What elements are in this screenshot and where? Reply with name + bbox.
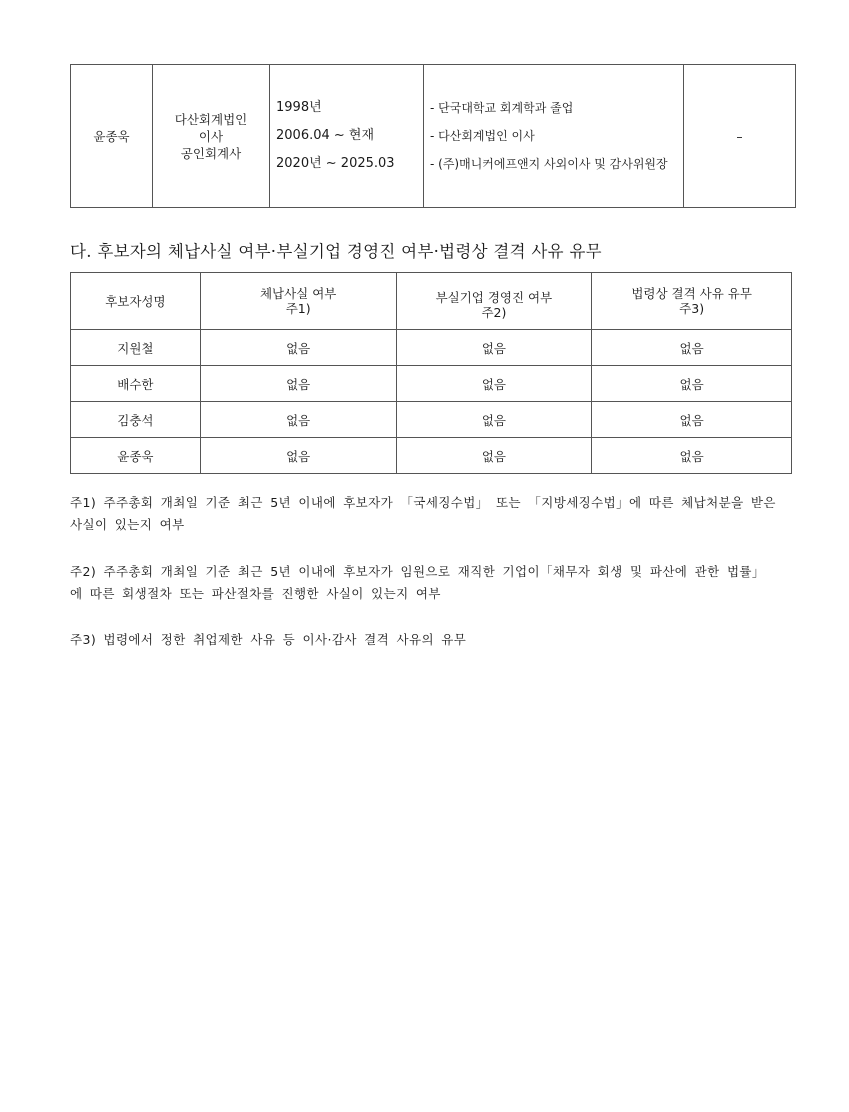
period-line: 1998년 — [276, 100, 322, 115]
table-cell: 없음 — [396, 402, 592, 438]
header-label: 후보자성명 — [105, 293, 166, 309]
column-header-legal-disqualification — [592, 273, 792, 330]
table-header-row — [71, 273, 792, 330]
table-row — [71, 330, 792, 366]
table-row — [71, 402, 792, 438]
period-cell — [270, 65, 424, 208]
header-footnote-ref: 주1) — [285, 301, 311, 316]
etc-cell: – — [684, 65, 796, 208]
period-line: 2006.04 ~ 현재 — [276, 128, 375, 143]
table-cell: 배수한 — [71, 366, 201, 402]
table-cell: 없음 — [396, 438, 592, 474]
table-cell: 없음 — [200, 402, 396, 438]
table-cell: 없음 — [200, 366, 396, 402]
table-cell: 없음 — [592, 330, 792, 366]
table-cell: 없음 — [200, 438, 396, 474]
footnote-1: 주1) 주주총회 개최일 기준 최근 5년 이내에 후보자가 「국세징수법」 또는 「지방세징수법」에 따른 체납처분을 받은 사실이 있는지 여부 — [70, 495, 776, 532]
footnote-3: 주3) 법령에서 정한 취업제한 사유 등 이사·감사 결격 사유의 유무 — [70, 632, 467, 647]
organization-line: 다산회계법인 — [174, 111, 248, 127]
footnote-2: 주2) 주주총회 개최일 기준 최근 5년 이내에 후보자가 임원으로 재직한 기업이「채무자 회생 및 파산에 관한 법률」에 따른 회생절차 또는 파산절차를 진행한 사실이 있는지 여부 — [70, 564, 765, 601]
column-header-insolvent-company — [396, 273, 592, 330]
history-line: - 단국대학교 회계학과 졸업 — [430, 101, 574, 115]
table-cell: 없음 — [592, 438, 792, 474]
header-footnote-ref: 주3) — [679, 301, 705, 316]
candidate-status-table — [70, 272, 792, 474]
header-label: 법령상 결격 사유 유무 — [631, 286, 752, 301]
table-row — [71, 65, 796, 208]
history-line: - 다산회계법인 이사 — [430, 129, 535, 143]
column-header-tax-delinquency — [200, 273, 396, 330]
table-cell: 김충석 — [71, 402, 201, 438]
section-title: 다. 후보자의 체납사실 여부·부실기업 경영진 여부·법령상 결격 사유 유무 — [70, 242, 602, 261]
history-cell — [424, 65, 684, 208]
table-cell: 지원철 — [71, 330, 201, 366]
qualification-line: 공인회계사 — [180, 145, 242, 161]
table-cell: 없음 — [396, 330, 592, 366]
candidate-name-cell: 윤종욱 — [71, 65, 153, 208]
table-cell: 없음 — [200, 330, 396, 366]
table-cell: 없음 — [592, 366, 792, 402]
table-cell: 윤종욱 — [71, 438, 201, 474]
history-line: - (주)매니커에프앤지 사외이사 및 감사위원장 — [430, 157, 668, 171]
period-line: 2020년 ~ 2025.03 — [276, 156, 395, 171]
header-label: 부실기업 경영진 여부 — [435, 290, 553, 305]
header-footnote-ref: 주2) — [481, 305, 507, 320]
career-table — [70, 64, 796, 208]
table-row — [71, 366, 792, 402]
table-cell: 없음 — [396, 366, 592, 402]
table-cell: 없음 — [592, 402, 792, 438]
table-row — [71, 438, 792, 474]
column-header-name — [71, 273, 201, 330]
position-line: 이사 — [198, 128, 224, 144]
header-label: 체납사실 여부 — [259, 286, 337, 301]
organization-cell — [153, 65, 270, 208]
